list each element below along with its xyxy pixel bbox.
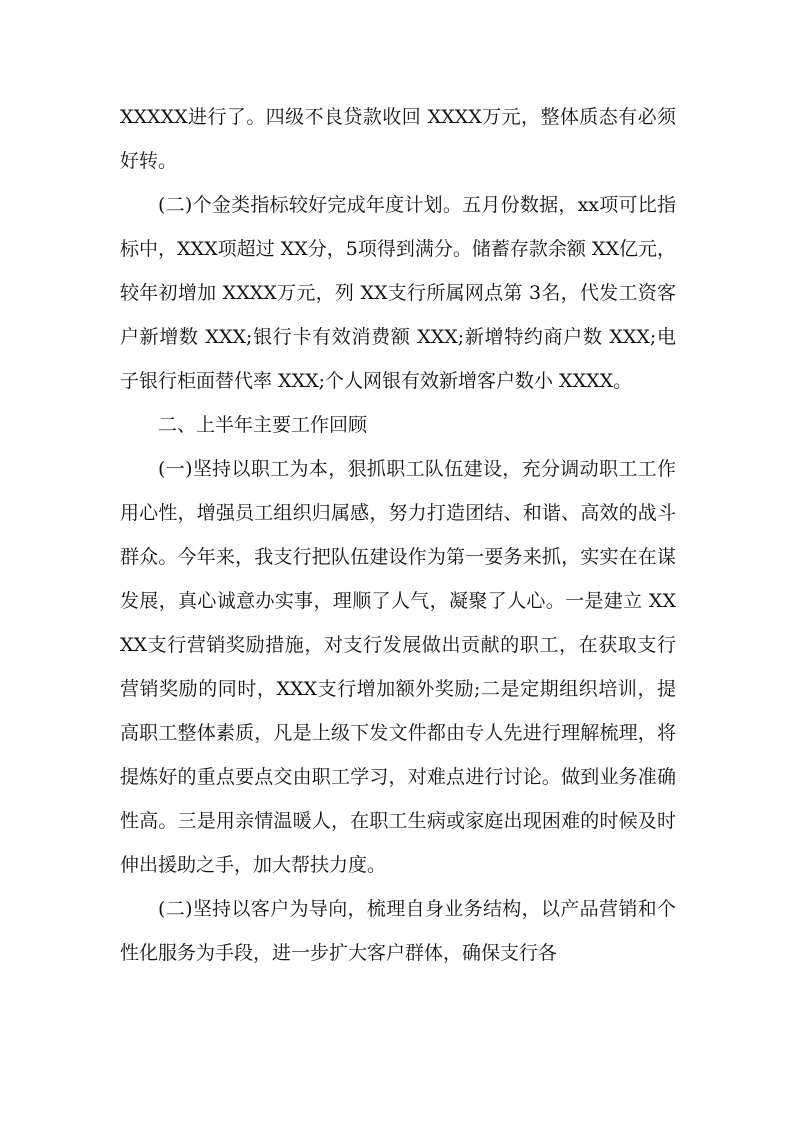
document-body [120,95,676,975]
paragraph-retail-indicators: (二)个金类指标较好完成年度计划。五月份数据，xx项可比指标中，XXX项超过 XX分，5项得到满分。储蓄存款余额 XX亿元，较年初增加 XXXX万元，列 XX支行所属网点第 3名，代发工资客户新增数 XXX;银行卡有效消费额 XXX;新增特约商户数 XXX;电子银行柜面替代率 XXX;个人网银有效新增客户数小 XXXX。 [120,194,676,392]
section-heading-work-review: 二、上半年主要工作回顾 [158,414,368,436]
paragraph-customer-orientation: (二)坚持以客户为导向，梳理自身业务结构，以产品营销和个性化服务为手段，进一步扩大客户群体，确保支行各 [120,898,676,964]
paragraph-continuation: XXXXX进行了。四级不良贷款收回 XXXX万元，整体质态有必须好转。 [120,106,676,172]
paragraph-staff-building: (一)坚持以职工为本，狠抓职工队伍建设，充分调动职工工作用心性，增强员工组织归属感，努力打造团结、和谐、高效的战斗群众。今年来，我支行把队伍建设作为第一要务来抓，实实在在谋发展，真心诚意办实事，理顺了人气，凝聚了人心。一是建立 XXXX支行营销奖励措施，对支行发展做出贡献的职工，在获取支行营销奖励的同时，XXX支行增加额外奖励;二是定期组织培训，提高职工整体素质，凡是上级下发文件都由专人先进行理解梳理，将提炼好的重点要点交由职工学习，对难点进行讨论。做到业务准确性高。三是用亲情温暖人，在职工生病或家庭出现困难的时候及时伸出援助之手，加大帮扶力度。 [120,458,676,876]
